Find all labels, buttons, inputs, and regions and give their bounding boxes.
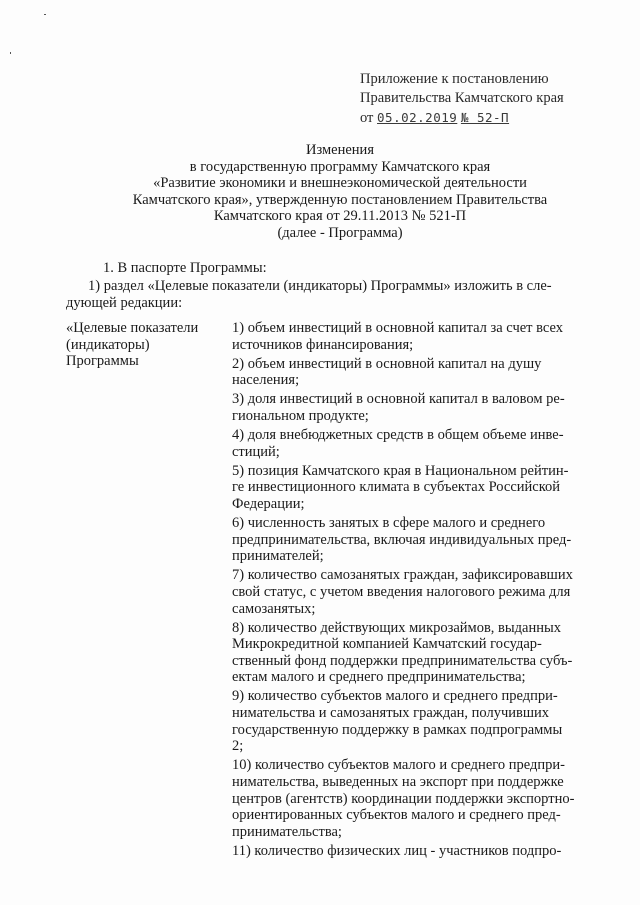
indicator-item [232, 620, 592, 686]
indicator-item [232, 427, 592, 460]
approval-date-line [360, 108, 564, 128]
indicator-line: 4) доля внебюджетных средств в общем объеме инве- [232, 427, 564, 444]
subitem-line: 1) раздел «Целевые показатели (индикаторы) Программы» изложить в сле- [88, 278, 552, 294]
indicator-line: принимателей; [232, 548, 324, 565]
title-line: (далее - Программа) [277, 224, 403, 241]
scan-speck [10, 52, 11, 54]
indicator-line: стиций; [232, 443, 280, 460]
indicator-item [232, 688, 592, 754]
indicator-line: центров (агентств) координации поддержки экспортно- [232, 790, 575, 807]
approval-prefix: от [360, 110, 374, 126]
indicator-line: 9) количество субъектов малого и среднего предпри- [232, 688, 558, 705]
indicator-line: нимательства, выведенных на экспорт при поддержке [232, 773, 564, 790]
indicator-line: ге инвестиционного климата в субъектах Российской [232, 479, 561, 496]
indicator-item [232, 757, 592, 840]
indicator-line: 5) позиция Камчатского края в Национальном рейтин- [232, 462, 569, 479]
indicator-line: 7) количество самозанятых граждан, зафиксировавших [232, 567, 573, 584]
indicator-line: 2) объем инвестиций в основной капитал на душу [232, 355, 542, 372]
indicator-list [232, 320, 592, 862]
title-line: Камчатского края», утвержденную постановлением Правительства [132, 191, 548, 208]
indicator-line: самозанятых; [232, 600, 316, 617]
indicator-line: 3) доля инвестиций в основной капитал в валовом ре- [232, 391, 565, 408]
indicator-line: свой статус, с учетом введения налогового режима для [232, 583, 571, 600]
indicator-line: ственный фонд поддержки предпринимательства субъ- [232, 652, 573, 669]
title-line: Изменения [306, 142, 374, 158]
heading-line: Программы [66, 353, 139, 369]
indicator-item [232, 515, 592, 565]
indicator-heading-cell [66, 320, 226, 370]
indicator-line: населения; [232, 372, 300, 389]
indicator-line: ориентированных субъектов малого и среднего пред- [232, 807, 561, 824]
indicator-line: государственную поддержку в рамках подпрограммы [232, 721, 563, 738]
indicator-line: гиональном продукте; [232, 407, 369, 424]
indicator-line: Микрокредитной компанией Камчатский государ- [232, 636, 542, 653]
subitem-line: дующей редакции: [66, 294, 183, 311]
approval-date: 05.02.2019 [377, 110, 458, 125]
document-title [60, 142, 620, 241]
approval-stamp [360, 70, 564, 128]
indicator-line: нимательства и самозанятых граждан, получивших [232, 705, 550, 722]
indicator-line: 6) численность занятых в сфере малого и среднего [232, 515, 546, 532]
scan-speck [44, 14, 46, 15]
title-line: Камчатского края от 29.11.2013 № 521-П [213, 208, 467, 224]
indicator-item [232, 843, 592, 860]
approval-line: Правительства Камчатского края [360, 90, 564, 106]
indicator-line: 10) количество субъектов малого и среднего предпри- [232, 757, 565, 774]
indicator-line: предпринимательства, включая индивидуальных пред- [232, 531, 572, 548]
indicator-line: 8) количество действующих микрозаймов, выданных [232, 619, 561, 636]
section-item-1: 1. В паспорте Программы: [103, 260, 267, 276]
indicator-item [232, 391, 592, 424]
indicator-line: ектам малого и среднего предпринимательства; [232, 669, 526, 686]
title-line: в государственную программу Камчатского края [189, 158, 491, 175]
indicator-line: Федерации; [232, 495, 305, 512]
indicator-item [232, 463, 592, 513]
indicator-item [232, 567, 592, 617]
approval-number: № 52-П [460, 110, 510, 125]
indicator-line: источников финансирования; [232, 336, 414, 353]
approval-line: Приложение к постановлению [360, 71, 549, 87]
indicator-line: принимательства; [232, 823, 342, 840]
indicator-line: 11) количество физических лиц - участников подпро- [232, 842, 562, 859]
title-line: «Развитие экономики и внешнеэкономической деятельности [153, 175, 527, 191]
heading-line: «Целевые показатели [66, 320, 199, 336]
heading-line: (индикаторы) [66, 336, 150, 353]
indicator-line: 2; [232, 738, 244, 755]
indicator-item [232, 320, 592, 353]
indicator-item [232, 356, 592, 389]
indicator-line: 1) объем инвестиций в основной капитал за счет всех [232, 320, 564, 336]
section-subitem-1 [66, 278, 594, 311]
